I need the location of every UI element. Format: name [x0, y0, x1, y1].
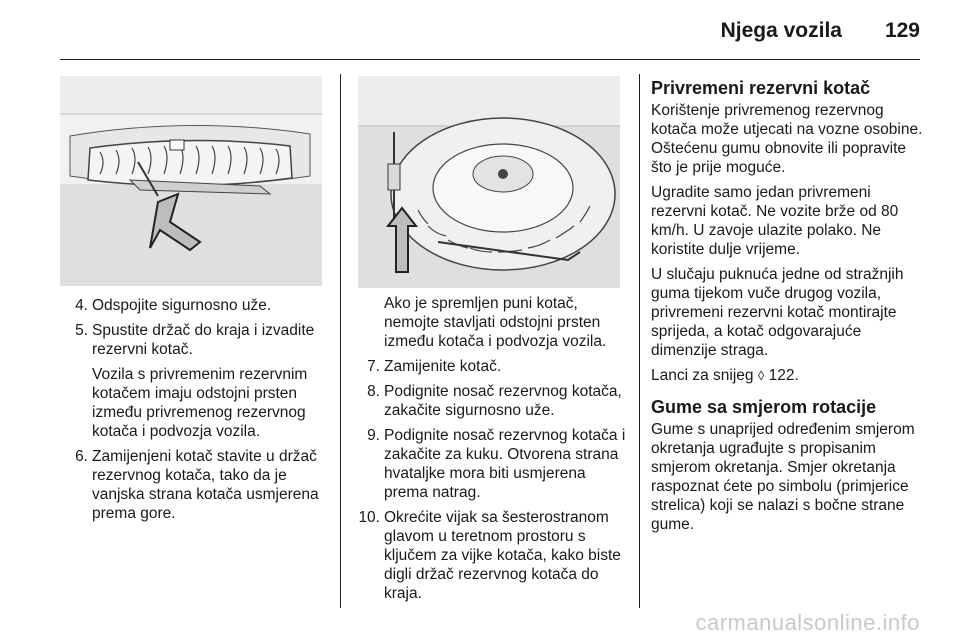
step-5-note: Vozila s privremenim rezervnim kotačem imaju odstojni prsten između privremenog rezervnog kotača i podvozja vozila.	[92, 366, 308, 440]
spare-wheel-illustration-2	[358, 76, 620, 288]
step-7	[358, 357, 626, 376]
carry-note: Ako je spremljen puni kotač, nemojte stavljati odstojni prsten između kotača i podvozja vozila.	[384, 295, 607, 350]
step-text: Zamijenite kotač.	[384, 358, 502, 375]
spare-wheel-illustration-1	[60, 76, 322, 286]
step-number: 9.	[367, 427, 380, 444]
step-text: Podignite nosač rezervnog kotača, zakačite sigurnosno uže.	[384, 383, 622, 419]
xref-label: Lanci za snijeg	[651, 367, 754, 384]
step-number: 8.	[367, 383, 380, 400]
xref-page: 122.	[768, 367, 799, 384]
chapter-title: Njega vozila	[720, 19, 842, 42]
step-number: 4.	[75, 297, 88, 314]
page-header	[0, 0, 960, 62]
column-3-text	[651, 78, 923, 540]
paragraph: Ugradite samo jedan privremeni rezervni kotač. Ne vozite brže od 80 km/h. U zavoje ulazite polako. Ne koristite dulje vrijeme.	[651, 184, 899, 258]
column-divider-1	[340, 74, 341, 608]
watermark: carmanualsonline.info	[695, 610, 920, 635]
step-number: 6.	[75, 448, 88, 465]
step-text: Podignite nosač rezervnog kotača i zakačite za kuku. Otvorena strana hvataljke mora biti usmjerena prema natrag.	[384, 427, 626, 501]
step-number: 10.	[358, 509, 380, 526]
spare-wheel-figure-1	[60, 76, 322, 286]
paragraph: Korištenje privremenog rezervnog kotača može utjecati na vozne osobine. Oštećenu gumu obnovite ili popravite što je prije moguće.	[651, 102, 923, 176]
step-text: Spustite držač do kraja i izvadite rezervni kotač.	[92, 322, 315, 358]
header-rule	[60, 59, 920, 60]
step-number: 5.	[75, 322, 88, 339]
step-9	[358, 426, 626, 502]
column-divider-2	[639, 74, 640, 608]
column-1-text	[66, 296, 328, 529]
step-5	[66, 321, 328, 359]
xref-arrow-icon: ◊	[757, 368, 765, 383]
step-number: 7.	[367, 358, 380, 375]
section-heading-temporary-spare: Privremeni rezervni kotač	[651, 78, 871, 98]
step-8	[358, 382, 626, 420]
step-10	[358, 508, 626, 603]
section-heading-directional-tyres: Gume sa smjerom rotacije	[651, 397, 877, 417]
paragraph: Gume s unaprijed određenim smjerom okretanja ugrađujte s propisanim smjerom okretanja. Smjer okretanja raspoznat ćete po simbolu (primjerice strelica) koji se nalazi s bočne strane gume.	[651, 421, 915, 533]
paragraph: U slučaju puknuća jedne od stražnjih guma tijekom vuče drugog vozila, privremeni rezervni kotač montirajte sprijeda, a kotač odgovarajuće dimenzije straga.	[651, 266, 904, 359]
page-number: 129	[884, 19, 920, 42]
step-4	[66, 296, 328, 315]
cross-reference[interactable]	[651, 366, 923, 385]
column-2-text	[358, 294, 626, 609]
step-text: Odspojite sigurnosno uže.	[92, 297, 272, 314]
step-text: Zamijenjeni kotač stavite u držač rezervnog kotača, tako da je vanjska strana kotača usmjerena prema gore.	[92, 448, 319, 522]
spare-wheel-figure-2	[358, 76, 620, 288]
step-6	[66, 447, 328, 523]
step-text: Okrećite vijak sa šesterostranom glavom u teretnom prostoru s ključem za vijke kotača, kako biste digli držač rezervnog kotača do kraja.	[384, 509, 621, 602]
